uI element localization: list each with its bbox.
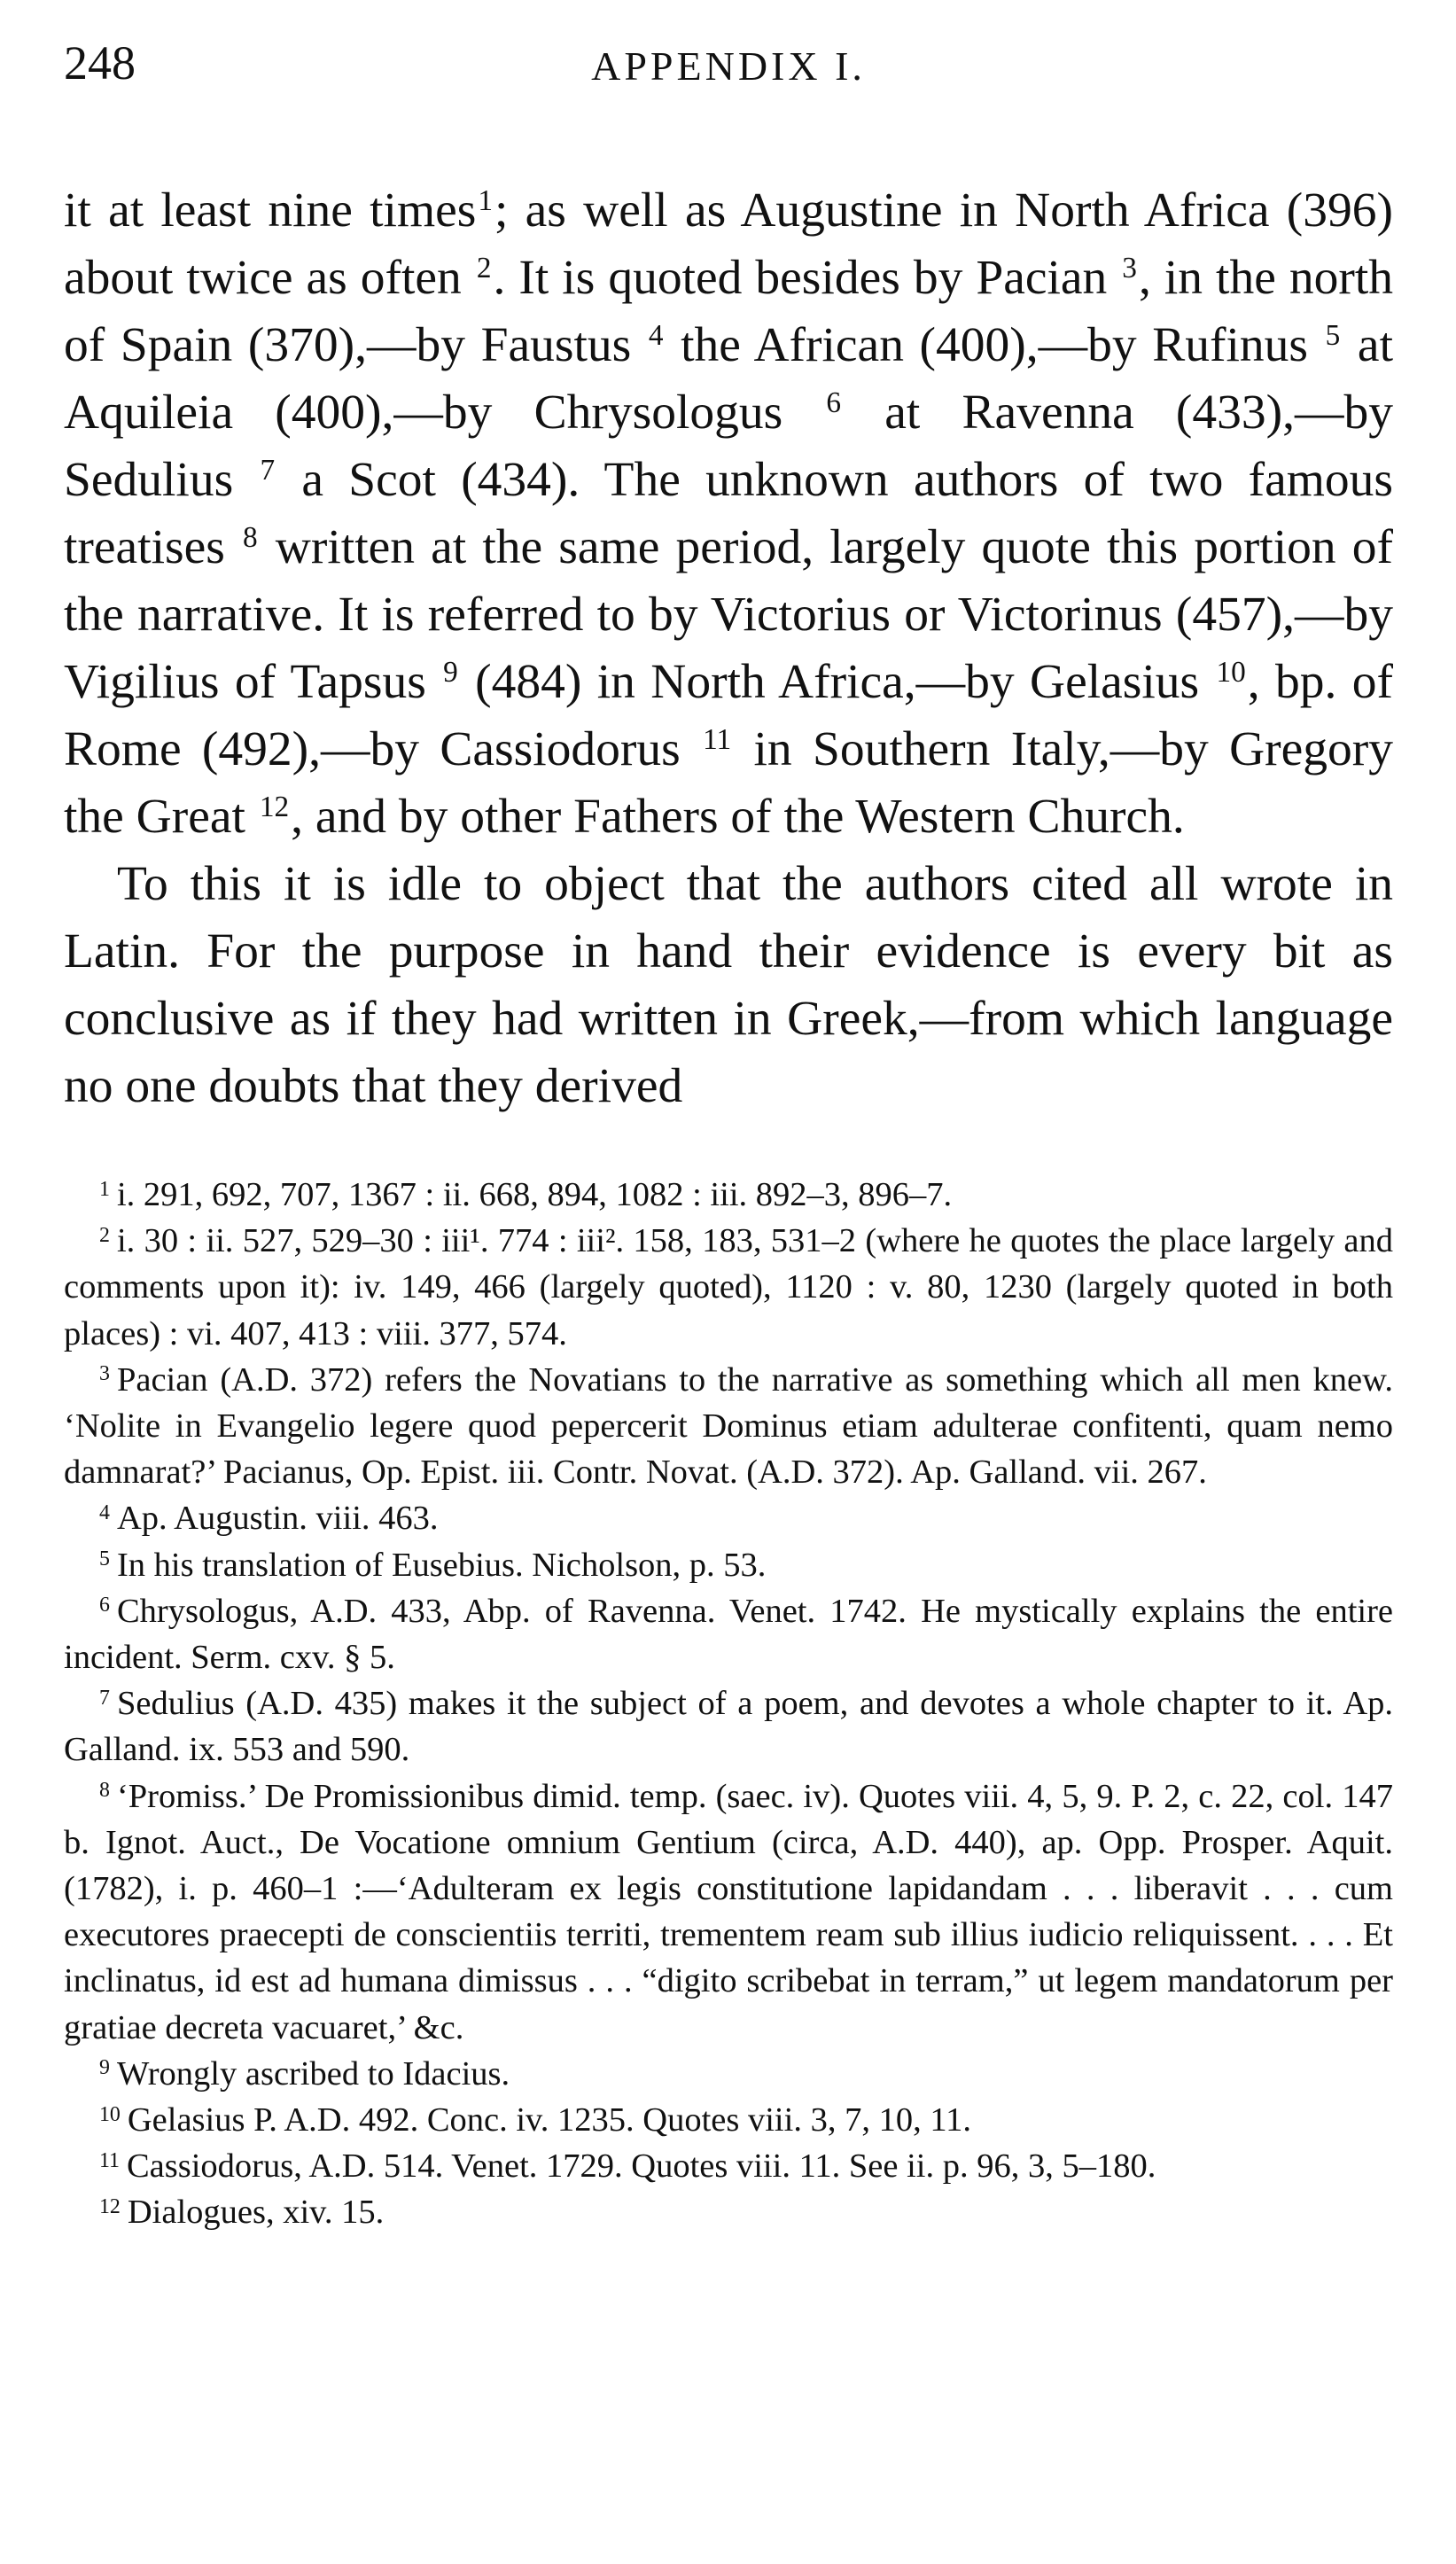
text-run: at Aquileia (400),—by Chrysologus [64, 318, 1393, 440]
footnote-text: Wrongly ascribed to Idacius. [116, 2054, 510, 2093]
footnote-ref: 1 [478, 183, 494, 217]
text-run: , in the north of Spain (370),—by Faustus [64, 251, 1394, 372]
running-head [64, 35, 1393, 97]
text-run: the African (400),—by Rufinus [665, 318, 1324, 372]
text-run: (484) in North Africa,—by Gelasius [459, 655, 1215, 709]
footnote-text: Sedulius (A.D. 435) makes it the subject of a poem, and devotes a whole chapter to it. Ap. Galland. ix. 553 and 590. [64, 1685, 1393, 1769]
footnote-text: Ap. Augustin. viii. 463. [116, 1500, 439, 1538]
text-run: written at the same period, largely quote this portion of the narrative. It is referred to by Victorius or Victorinus (457),—by Vigilius of Tapsus [64, 520, 1394, 709]
footnote-ref: 12 [259, 790, 290, 823]
text-run: . It is quoted besides by Pacian [493, 251, 1121, 305]
footnote-text: Gelasius P. A.D. 492. Conc. iv. 1235. Quotes viii. 3, 7, 10, 11. [127, 2101, 972, 2139]
text-run: a Scot (434). The unknown authors of two famous treatises [64, 453, 1393, 574]
footnote-ref: 9 [443, 655, 458, 689]
footnote: 1 i. 291, 692, 707, 1367 : ii. 668, 894, 1082 : iii. 892–3, 896–7. [99, 1176, 953, 1213]
text-run: in Southern Italy,—by Gregory the Great [64, 722, 1393, 844]
footnote: 8 ‘Promiss.’ De Promissionibus dimid. temp. (saec. iv). Quotes viii. 4, 5, 9. P. 2, c. 22, col. 147 b. Ignot. Auct., De Vocatione omnium Gentium (circa, A.D. 440), ap. Opp. Prosper. Aquit. (1782), i. p. 460–1 :—‘Adulteram ex legis constitutione lapidandam . . . liberavit . . . cum executores praecepti de conscientiis territi, trementem ream sub illius iudicio reliquissent. . . . Et inclinatus, id est ad humana dimissus . . . “digito scribebat in terram,” ut legem mandatorum per gratiae decreta vacuaret,’ &c. [64, 1777, 1393, 2046]
footnote-ref: 10 [1216, 655, 1246, 689]
footnote: 3 Pacian (A.D. 372) refers the Novatians to the narrative as something which all men knew. ‘Nolite in Evangelio legere quod pepercerit Dominus etiam adulterae confitenti, quam nemo damnarat?’ Pacianus, Op. Epist. iii. Contr. Novat. (A.D. 372). Ap. Galland. vii. 267. [64, 1360, 1393, 1492]
footnote: 6 Chrysologus, A.D. 433, Abp. of Ravenna. Venet. 1742. He mystically explains the entire incident. Serm. cxv. § 5. [64, 1592, 1393, 1677]
page-number: 248 [64, 36, 136, 90]
book-page [64, 35, 1393, 2236]
footnote-ref: 4 [648, 318, 664, 352]
footnote: 12 Dialogues, xiv. 15. [99, 2194, 385, 2232]
footnote-text: i. 291, 692, 707, 1367 : ii. 668, 894, 1082 : iii. 892–3, 896–7. [116, 1176, 953, 1213]
footnotes [64, 1172, 1393, 2236]
footnote-ref: 8 [243, 520, 258, 554]
footnote-ref: 2 [476, 251, 492, 284]
text-run: , bp. of Rome (492),—by Cassiodorus [64, 655, 1393, 776]
footnote: 10 Gelasius P. A.D. 492. Conc. iv. 1235. Quotes viii. 3, 7, 10, 11. [99, 2101, 972, 2139]
paragraph-2: To this it is idle to object that the authors cited all wrote in Latin. For the purpose in hand their evidence is every bit as conclusive as if they had written in Greek,—from which language no one doubts that they derived [64, 857, 1393, 1113]
text-run: at Ravenna (433),—by Sedulius [64, 386, 1393, 507]
footnote-text: Cassiodorus, A.D. 514. Venet. 1729. Quotes viii. 11. See ii. p. 96, 3, 5–180. [126, 2147, 1156, 2186]
text-run: ; as well as Augustine in North Africa (396) about twice as often [64, 183, 1393, 305]
footnote-ref: 5 [1325, 318, 1341, 352]
footnote-text: Chrysologus, A.D. 433, Abp. of Ravenna. Venet. 1742. He mystically explains the entire incident. Serm. cxv. § 5. [64, 1592, 1393, 1677]
footnote-text: Pacian (A.D. 372) refers the Novatians to the narrative as something which all men knew. ‘Nolite in Evangelio legere quod pepercerit Dominus etiam adulterae confitenti, quam nemo damnarat?’ Pacianus, Op. Epist. iii. Contr. Novat. (A.D. 372). Ap. Galland. vii. 267. [64, 1360, 1393, 1492]
footnote: 9 Wrongly ascribed to Idacius. [99, 2054, 510, 2093]
footnote: 7 Sedulius (A.D. 435) makes it the subject of a poem, and devotes a whole chapter to it. Ap. Galland. ix. 553 and 590. [64, 1685, 1393, 1769]
footnote-text: ‘Promiss.’ De Promissionibus dimid. temp. (saec. iv). Quotes viii. 4, 5, 9. P. 2, c. 22, col. 147 b. Ignot. Auct., De Vocatione omnium Gentium (circa, A.D. 440), ap. Opp. Prosper. Aquit. (1782), i. p. 460–1 :—‘Adulteram ex legis constitutione lapidandam . . . liberavit . . . cum executores praecepti de conscientiis territi, trementem ream sub illius iudicio reliquissent. . . . Et inclinatus, id est ad humana dimissus . . . “digito scribebat in terram,” ut legem mandatorum per gratiae decreta vacuaret,’ &c. [64, 1777, 1393, 2046]
footnote-text: Dialogues, xiv. 15. [127, 2194, 385, 2232]
main-text [64, 177, 1393, 1120]
paragraph-1 [64, 177, 1393, 851]
text-run: , and by other Fathers of the Western Church. [291, 790, 1185, 844]
footnote-ref: 6 [826, 386, 842, 419]
footnote-ref: 7 [260, 453, 276, 487]
footnote: 2 i. 30 : ii. 527, 529–30 : iii¹. 774 : iii². 158, 183, 531–2 (where he quotes the place largely and comments upon it): iv. 149, 466 (largely quoted), 1120 : v. 80, 1230 (largely quoted in both places) : vi. 407, 413 : viii. 377, 574. [64, 1222, 1393, 1352]
footnote-text: In his translation of Eusebius. Nicholson, p. 53. [116, 1546, 767, 1584]
footnote-text: i. 30 : ii. 527, 529–30 : iii¹. 774 : iii². 158, 183, 531–2 (where he quotes the place largely and comments upon it): iv. 149, 466 (largely quoted), 1120 : v. 80, 1230 (largely quoted in both places) : vi. 407, 413 : viii. 377, 574. [64, 1222, 1393, 1352]
footnote: 5 In his translation of Eusebius. Nicholson, p. 53. [99, 1546, 767, 1584]
footnote: 4 Ap. Augustin. viii. 463. [99, 1500, 439, 1538]
footnote-ref: 3 [1122, 251, 1137, 284]
footnote: 11 Cassiodorus, A.D. 514. Venet. 1729. Quotes viii. 11. See ii. p. 96, 3, 5–180. [99, 2147, 1156, 2186]
footnote-ref: 11 [703, 722, 732, 756]
text-run: it at least nine times [64, 183, 477, 238]
header-title: APPENDIX I. [591, 43, 866, 89]
